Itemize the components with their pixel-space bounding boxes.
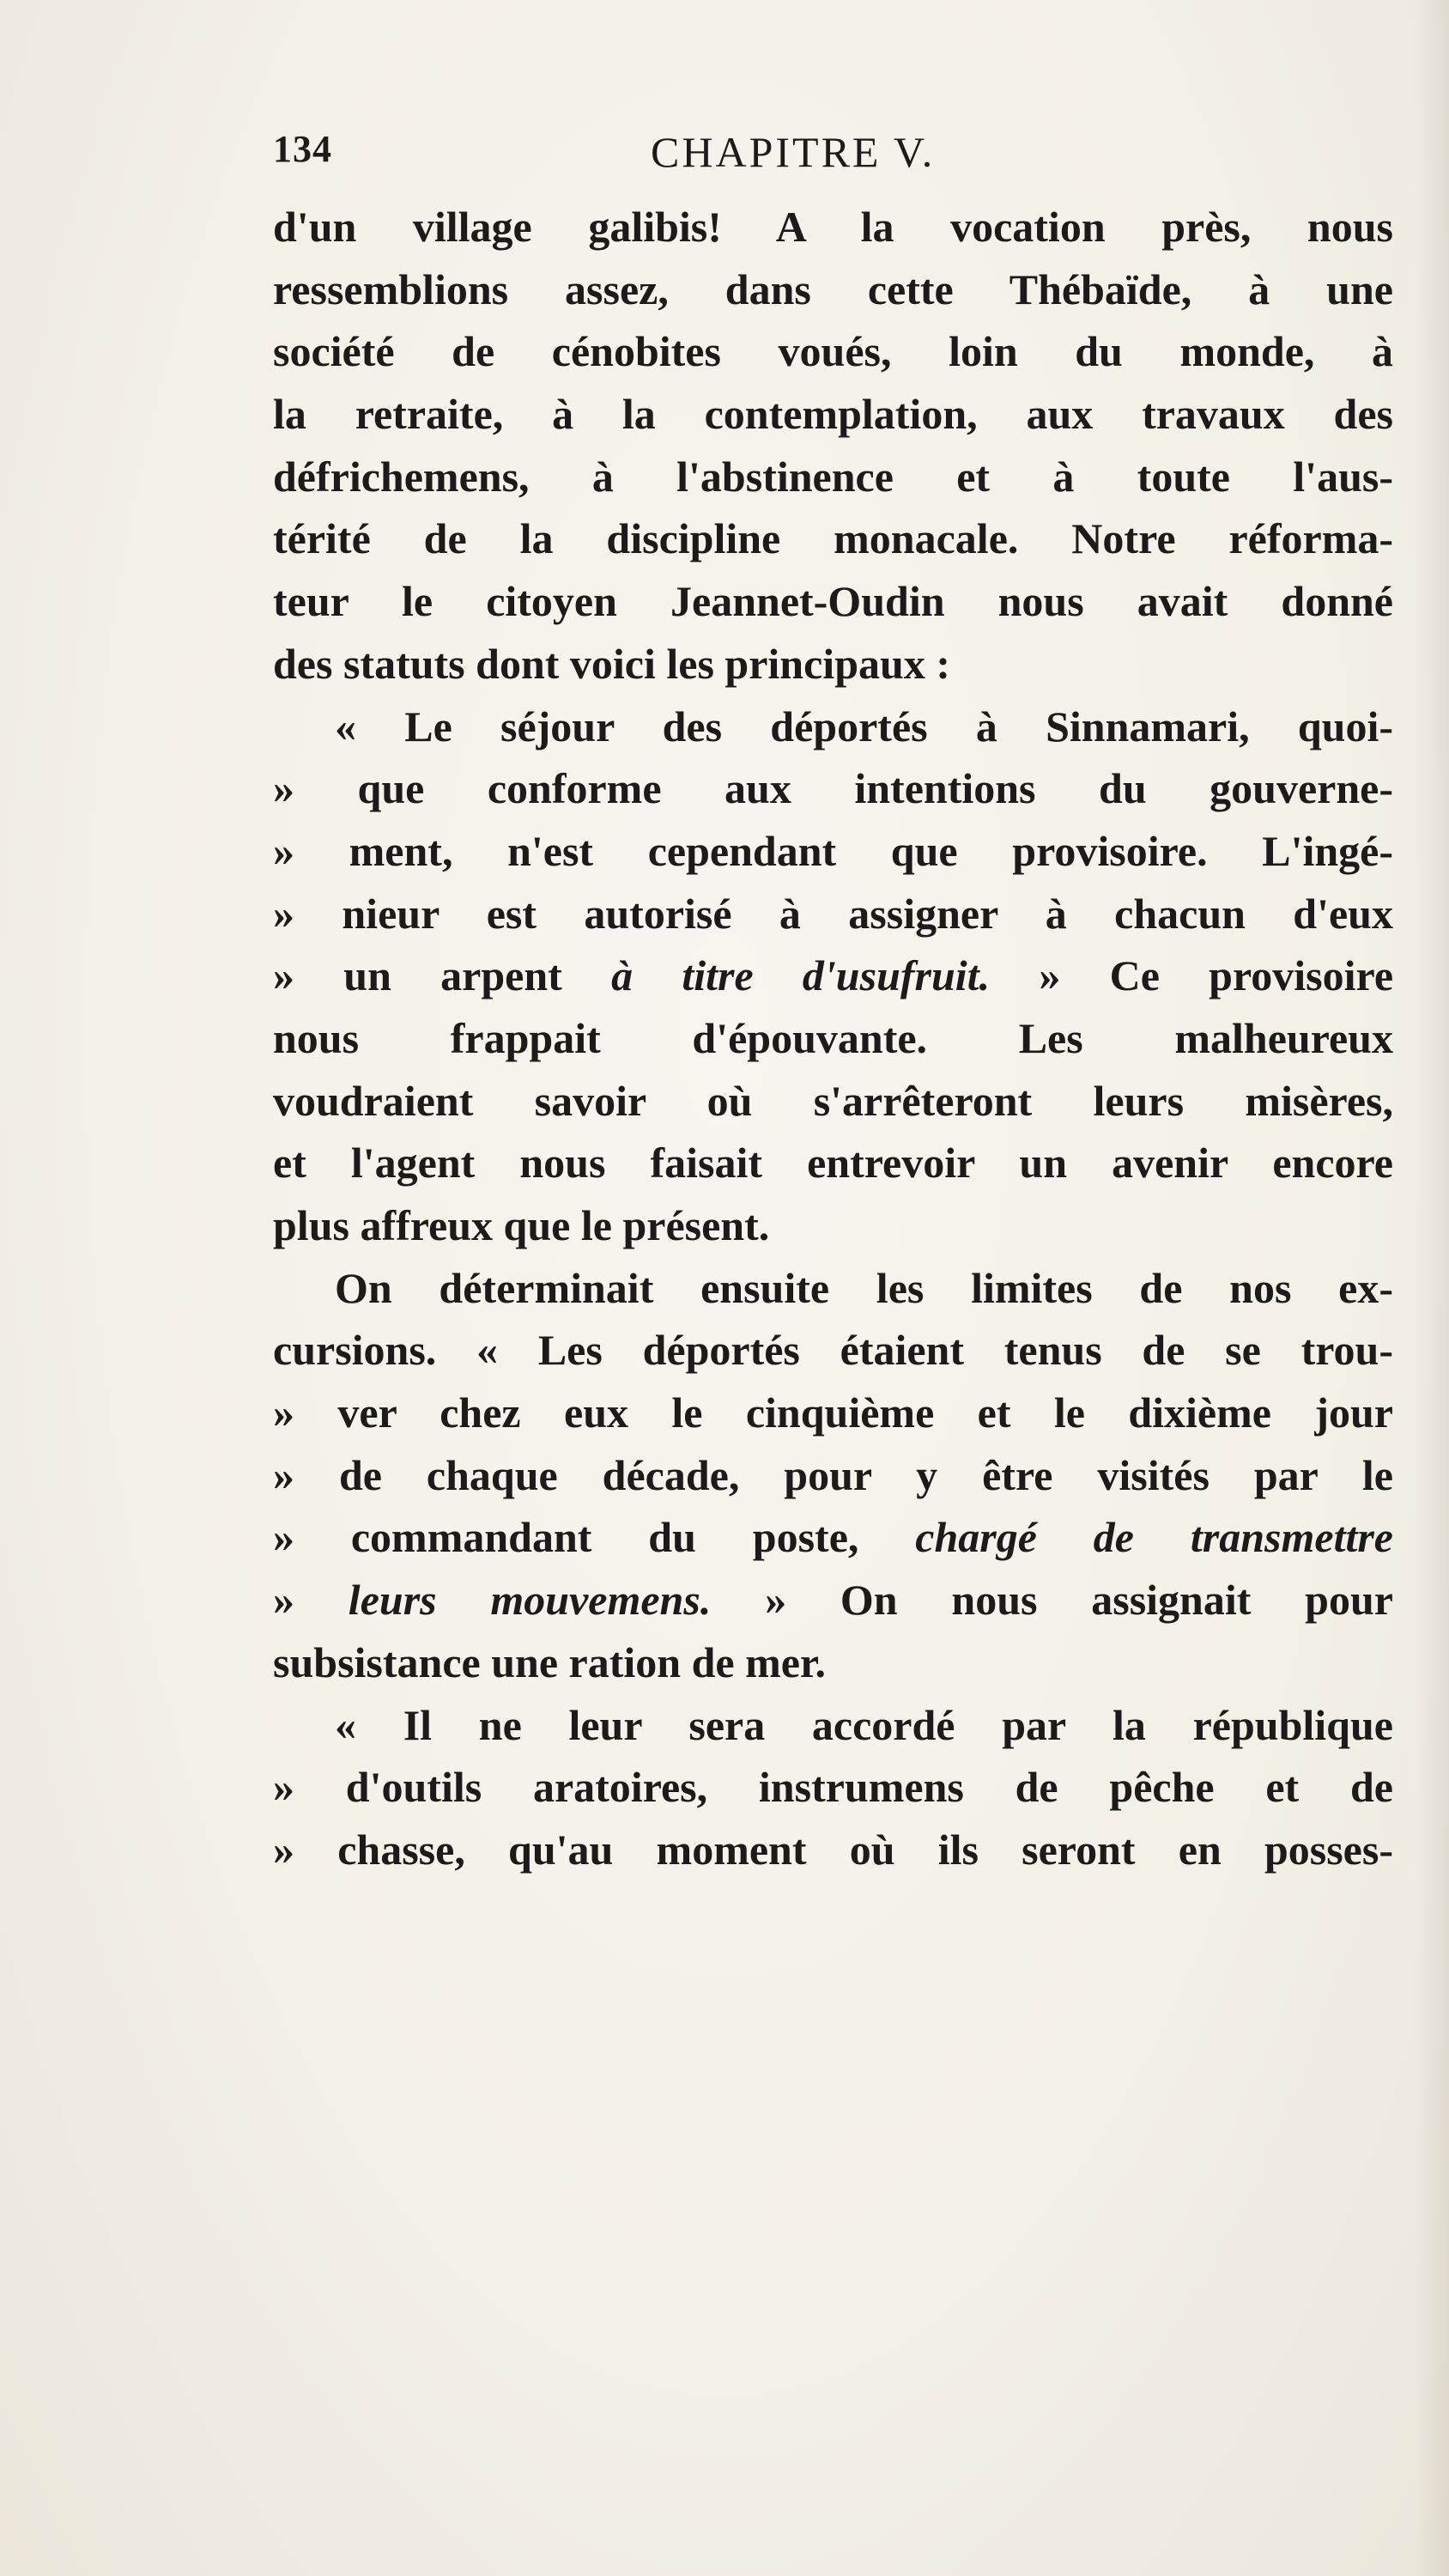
body-text	[273, 196, 1393, 1881]
text-line: défrichemens, à l'abstinence et à toute l'aus-	[273, 452, 1393, 501]
text-line: » que conforme aux intentions du gouverne-	[273, 764, 1393, 813]
text-line: subsistance une ration de mer.	[273, 1637, 827, 1686]
text-line: » chasse, qu'au moment où ils seront en posses-	[273, 1825, 1393, 1874]
text-line-mixed	[273, 1506, 1393, 1569]
text-span: »	[273, 1576, 349, 1625]
italic-text-span: leurs mouvemens.	[348, 1576, 712, 1625]
page-number: 134	[273, 128, 332, 170]
text-span: » commandant du poste,	[273, 1513, 916, 1562]
text-line: voudraient savoir où s'arrêteront leurs misères,	[273, 1076, 1393, 1125]
text-line: » ver chez eux le cinquième et le dixième jour	[273, 1388, 1393, 1437]
text-line: térité de la discipline monacale. Notre réforma-	[273, 514, 1393, 563]
text-line: teur le citoyen Jeannet-Oudin nous avait donné	[273, 577, 1393, 626]
text-line: ressemblions assez, dans cette Thébaïde, à une	[273, 264, 1393, 313]
text-line: » de chaque décade, pour y être visités par le	[273, 1450, 1393, 1499]
text-line: » d'outils aratoires, instrumens de pêche et de	[273, 1763, 1393, 1812]
text-span: » un arpent	[273, 951, 612, 1000]
text-line-mixed	[273, 1569, 1393, 1631]
page-header	[273, 127, 1269, 179]
text-line: nous frappait d'épouvante. Les malheureux	[273, 1013, 1393, 1062]
text-line: et l'agent nous faisait entrevoir un avenir encore	[273, 1139, 1393, 1188]
text-line: « Il ne leur sera accordé par la république	[335, 1700, 1393, 1749]
text-line: société de cénobites voués, loin du monde, à	[273, 327, 1393, 376]
text-line: « Le séjour des déportés à Sinnamari, quoi-	[335, 702, 1393, 750]
text-span: » On nous assignait pour	[711, 1576, 1393, 1625]
text-line: des statuts dont voici les principaux :	[273, 639, 950, 688]
page-edge-shadow	[1415, 0, 1449, 2576]
text-line: On déterminait ensuite les limites de nos ex-	[335, 1263, 1393, 1312]
text-span: » Ce provisoire	[990, 951, 1394, 1000]
text-line: » ment, n'est cependant que provisoire. L'ingé-	[273, 826, 1393, 875]
text-line: d'un village galibis! A la vocation près, nous	[273, 203, 1393, 251]
text-line: cursions. « Les déportés étaient tenus de se trou-	[273, 1326, 1393, 1375]
text-line: plus affreux que le présent.	[273, 1201, 770, 1249]
italic-text-span: chargé de transmettre	[915, 1513, 1393, 1562]
text-line-mixed	[273, 945, 1393, 1007]
text-line: » nieur est autorisé à assigner à chacun d'eux	[273, 889, 1393, 938]
italic-text-span: à titre d'usufruit.	[611, 951, 991, 1000]
text-line: la retraite, à la contemplation, aux travaux des	[273, 390, 1393, 439]
running-title: CHAPITRE V.	[651, 128, 936, 176]
